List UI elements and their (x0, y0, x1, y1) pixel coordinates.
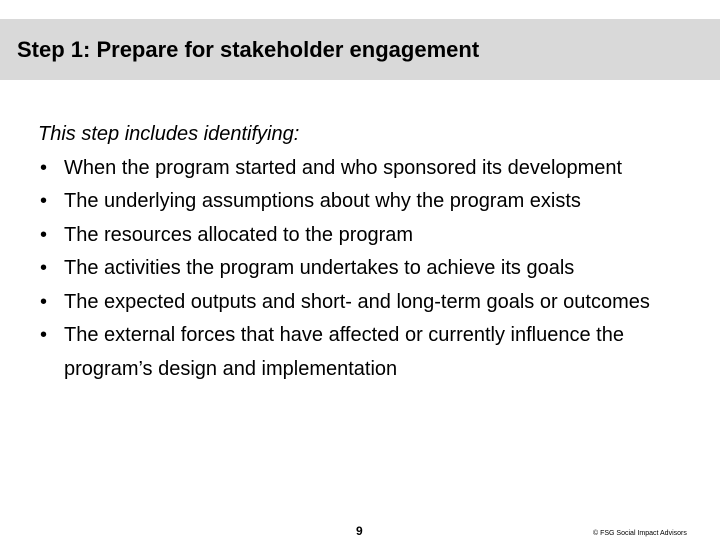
bullet-icon: • (40, 257, 48, 279)
bullet-text: The underlying assumptions about why the program exists (64, 190, 581, 212)
bullet-text: The expected outputs and short- and long-term goals or outcomes (64, 290, 650, 313)
bullet-item-program-start (38, 152, 708, 186)
bullet-text: When the program started and who sponsored its development (64, 156, 623, 179)
bullet-item-activities (38, 252, 708, 286)
page-number: 9 (356, 524, 363, 538)
bullet-icon: • (40, 156, 48, 179)
bullet-icon: • (40, 190, 48, 212)
slide-title: Step 1: Prepare for stakeholder engagement (17, 37, 480, 62)
bullet-icon: • (40, 324, 48, 346)
bullet-icon: • (40, 223, 48, 246)
bullet-text: The resources allocated to the program (64, 223, 414, 246)
slide-body (38, 118, 708, 386)
bullet-text: The external forces that have affected or currently influence the program’s design and implementation (64, 324, 624, 380)
bullet-list (38, 152, 708, 387)
copyright-notice: © FSG Social Impact Advisors (593, 530, 687, 537)
bullet-item-external-forces (38, 319, 708, 386)
bullet-text: The activities the program undertakes to achieve its goals (64, 257, 575, 279)
title-bar (0, 19, 720, 80)
bullet-item-assumptions (38, 185, 708, 219)
intro-text: This step includes identifying: (38, 123, 300, 145)
bullet-icon: • (40, 290, 48, 313)
bullet-item-resources (38, 219, 708, 253)
bullet-item-outputs (38, 286, 708, 320)
